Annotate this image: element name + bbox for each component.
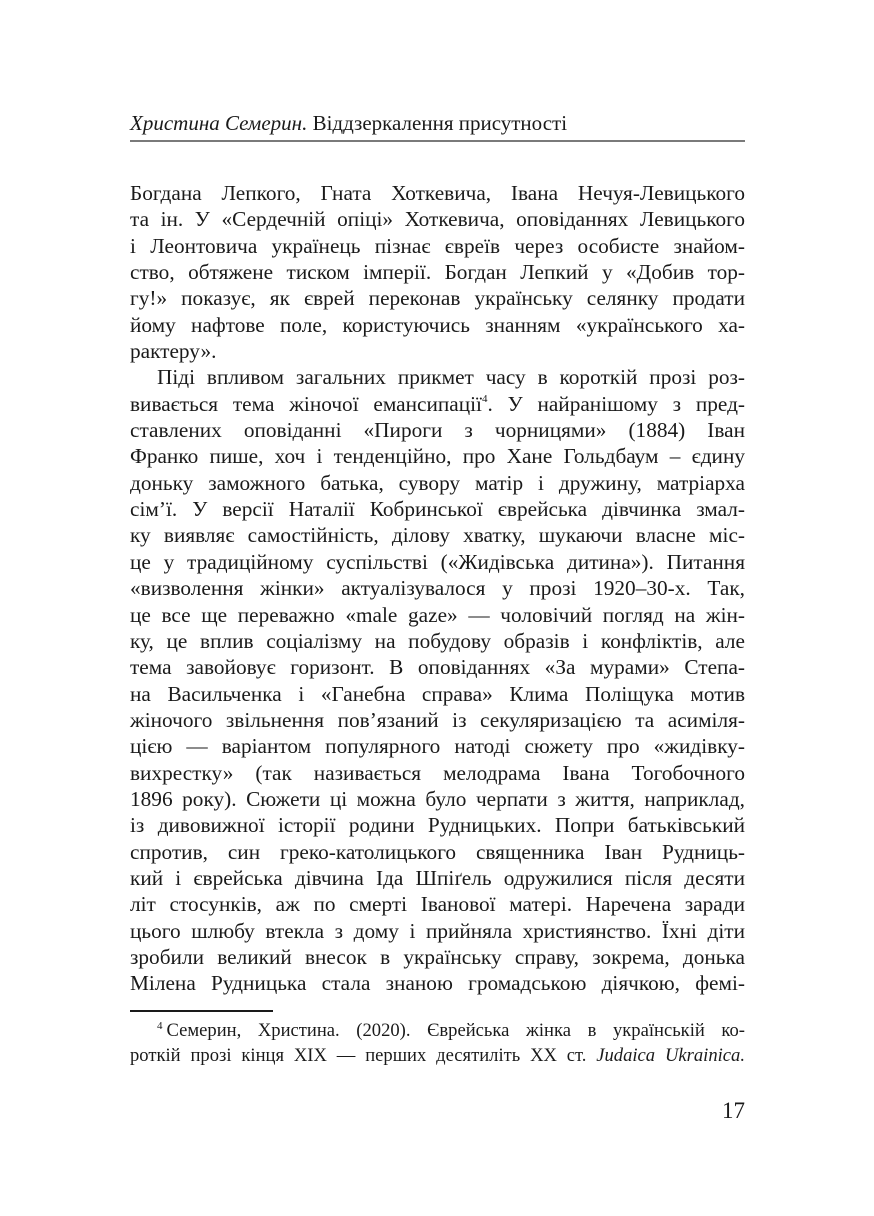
text-line: доньку заможного батька, сувору матір і дружину, матріарха <box>130 470 745 495</box>
text-line: це все ще переважно «male gaze» — чоловічий погляд на жін- <box>130 602 745 627</box>
text-line: рактеру». <box>130 339 217 364</box>
body-text <box>130 180 745 997</box>
text-line: Франко пише, хоч і тенденційно, про Хане Гольдбаум – єдину <box>130 444 745 469</box>
text-segment: . У найранішому з пред- <box>487 391 746 416</box>
footnote <box>130 1018 745 1068</box>
text-line: та ін. У «Сердечній опіці» Хоткевича, оповіданнях Левицького <box>130 207 745 232</box>
text-line: тема завойовує горизонт. В оповіданнях «За мурами» Степа- <box>130 655 745 680</box>
footnote-journal-title: Judaica Ukrainica. <box>596 1045 745 1066</box>
text-line: сім’ї. У версії Наталії Кобринської єврейська дівчинка змал- <box>130 497 745 522</box>
text-line: спротив, син греко-католицького священника Іван Рудниць- <box>130 839 745 864</box>
text-line: ставлених оповіданні «Пироги з чорницями» (1884) Іван <box>130 418 745 443</box>
text-line: жіночого звільнення пов’язаний із секуляризацією та асиміля- <box>130 707 745 732</box>
text-line: йому нафтове поле, користуючись знанням «українського ха- <box>130 312 745 337</box>
text-line: цього шлюбу втекла з дому і прийняла християнство. Їхні діти <box>130 918 745 943</box>
text-line: ку, це вплив соціалізму на побудову образів і конфліктів, але <box>130 628 745 653</box>
text-line: Богдана Лепкого, Гната Хоткевича, Івана Нечуя-Левицького <box>130 181 745 205</box>
running-head-title: Віддзеркалення присутності <box>307 111 568 135</box>
text-segment: вивається тема жіночої емансипації <box>130 391 482 416</box>
text-line: літ стосунків, аж по смерті Іванової матері. Наречена заради <box>130 892 745 917</box>
page-number: 17 <box>722 1098 745 1123</box>
paragraph-start-line: Піді впливом загальних прикмет часу в короткій прозі роз- <box>157 365 745 390</box>
text-line: кий і єврейська дівчина Іда Шпіґель одружилися після десяти <box>130 865 745 890</box>
text-line: гу!» показує, як єврей переконав українську селянку продати <box>130 286 745 311</box>
text-line: ство, обтяжене тиском імперії. Богдан Лепкий у «Добив тор- <box>130 260 745 285</box>
footnote-number: 4 <box>157 1020 163 1032</box>
running-head-author: Христина Семерин. <box>130 111 308 135</box>
footnote-line <box>130 1018 745 1043</box>
text-line: 1896 року). Сюжети ці можна було черпати з життя, наприклад, <box>130 786 745 811</box>
text-line: на Васильченка і «Ганебна справа» Клима Поліщука мотив <box>130 681 745 706</box>
footnote-line <box>130 1043 745 1068</box>
footnote-text: Семерин, Христина. (2020). Єврейська жінка в українській ко- <box>166 1020 745 1041</box>
footnote-text: роткій прозі кінця XIX — перших десятиліть XX ст. <box>130 1045 597 1066</box>
text-line: це у традиційному суспільстві («Жидівська дитина»). Питання <box>130 549 745 574</box>
text-line: із дивовижної історії родини Рудницьких. Попри батьківський <box>130 813 745 838</box>
footnote-rule <box>130 1010 273 1012</box>
text-line: вихрестку» (так називається мелодрама Івана Тогобочного <box>130 760 745 785</box>
text-line: ку виявляє самостійність, ділову хватку, шукаючи власне міс- <box>130 523 745 548</box>
footnote-reference[interactable]: 4 <box>481 392 488 405</box>
running-head <box>130 111 745 135</box>
text-line: Мілена Рудницька стала знаною громадською діячкою, фемі- <box>130 971 745 996</box>
text-line: зробили великий внесок в українську справу, зокрема, донька <box>130 944 745 969</box>
text-line-with-footnote <box>130 391 745 417</box>
text-line: і Леонтовича українець пізнає євреїв через особисте знайом- <box>130 233 745 258</box>
header-rule <box>130 140 745 142</box>
text-line: цією — варіантом популярного натоді сюжету про «жидівку- <box>130 734 745 759</box>
text-line: «визволення жінки» актуалізувалося у прозі 1920–30-х. Так, <box>130 576 745 601</box>
